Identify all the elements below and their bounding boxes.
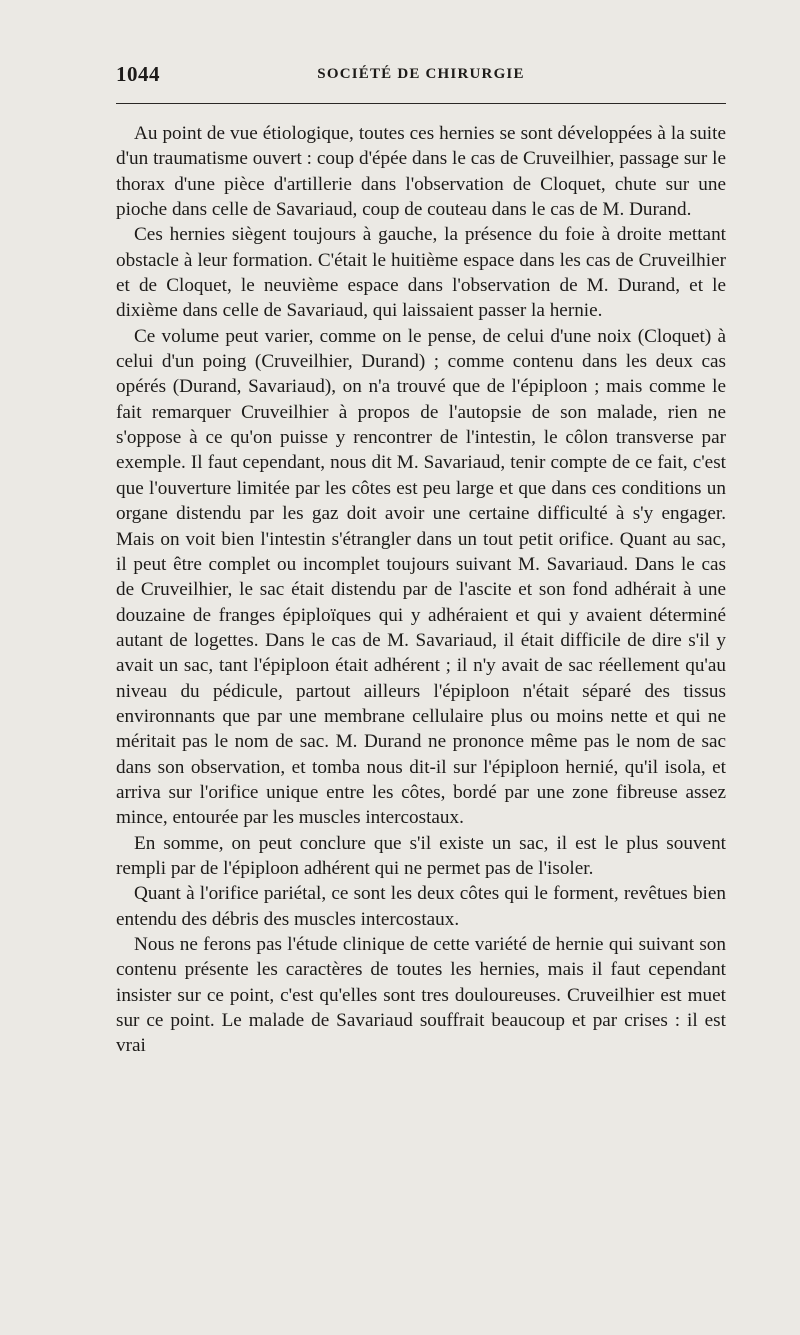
paragraph-parietal-orifice: Quant à l'orifice pariétal, ce sont les deux côtes qui le forment, revêtues bien entendu des débris des muscles intercostaux.	[116, 883, 726, 930]
header-rule	[116, 103, 726, 104]
page-number: 1044	[116, 62, 160, 86]
paragraph-etiology: Au point de vue étiologique, toutes ces hernies se sont développées à la suite d'un traumatisme ouvert : coup d'épée dans le cas de Cruveilhier, passage sur le thorax d'une pièce d'artillerie dans l'observation de Cloquet, chute sur une pioche dans celle de Savariaud, coup de couteau dans le cas de M. Durand.	[116, 123, 726, 221]
running-title: SOCIÉTÉ DE CHIRURGIE	[317, 66, 525, 82]
page-header	[116, 62, 726, 88]
paragraph-clinical-study: Nous ne ferons pas l'étude clinique de cette variété de hernie qui suivant son contenu présente les caractères de toutes les hernies, mais il faut cependant insister sur ce point, c'est qu'elles sont tres douloureuses. Cruveilhier est muet sur ce point. Le malade de Savariaud souffrait beaucoup et par crises : il est vrai	[116, 934, 726, 1057]
paragraph-conclusion: En somme, on peut conclure que s'il existe un sac, il est le plus souvent rempli par de l'épiploon adhérent qui ne permet pas de l'isoler.	[116, 832, 726, 879]
body-text	[116, 121, 726, 1059]
paragraph-volume-and-sac: Ce volume peut varier, comme on le pense, de celui d'une noix (Cloquet) à celui d'un poing (Cruveilhier, Durand) ; comme contenu dans les deux cas opérés (Durand, Savariaud), on n'a trouvé que de l'épiploon ; mais comme le fait remarquer Cruveilhier à propos de l'autopsie de son malade, rien ne s'oppose à ce qu'on puisse y rencontrer de l'intestin, le côlon transverse par exemple. Il faut cependant, nous dit M. Savariaud, tenir compte de ce fait, c'est que l'ouverture limitée par les côtes est peu large et que dans ces conditions un organe distendu par les gaz doit avoir une certaine difficulté à s'y engager. Mais on voit bien l'intestin s'étrangler dans un tout petit orifice. Quant au sac, il peut être complet ou incomplet toujours suivant M. Savariaud. Dans le cas de Cruveilhier, le sac était distendu par de l'ascite et son fond adhérait à une douzaine de franges épiploïques qui y adhéraient et qui y avaient déterminé autant de logettes. Dans le cas de M. Savariaud, il était difficile de dire s'il y avait un sac, tant l'épiploon était adhérent ; il n'y avait de sac réellement qu'au niveau du pédicule, partout ailleurs l'épiploon n'était séparé des tissus environnants que par une membrane cellulaire plus ou moins nette et qui ne méritait pas le nom de sac. M. Durand ne prononce même pas le nom de sac dans son observation, et tomba nous dit-il sur l'épiploon hernié, qu'il isola, et arriva sur l'orifice unique entre les côtes, bordé par une zone fibreuse assez mince, entourée par les muscles intercostaux.	[116, 325, 726, 829]
paragraph-location: Ces hernies siègent toujours à gauche, la présence du foie à droite mettant obstacle à leur formation. C'était le huitième espace dans les cas de Cruveilhier et de Cloquet, le neuvième espace dans l'observation de M. Durand, et le dixième dans celle de Savariaud, qui laissaient passer la hernie.	[116, 224, 726, 322]
